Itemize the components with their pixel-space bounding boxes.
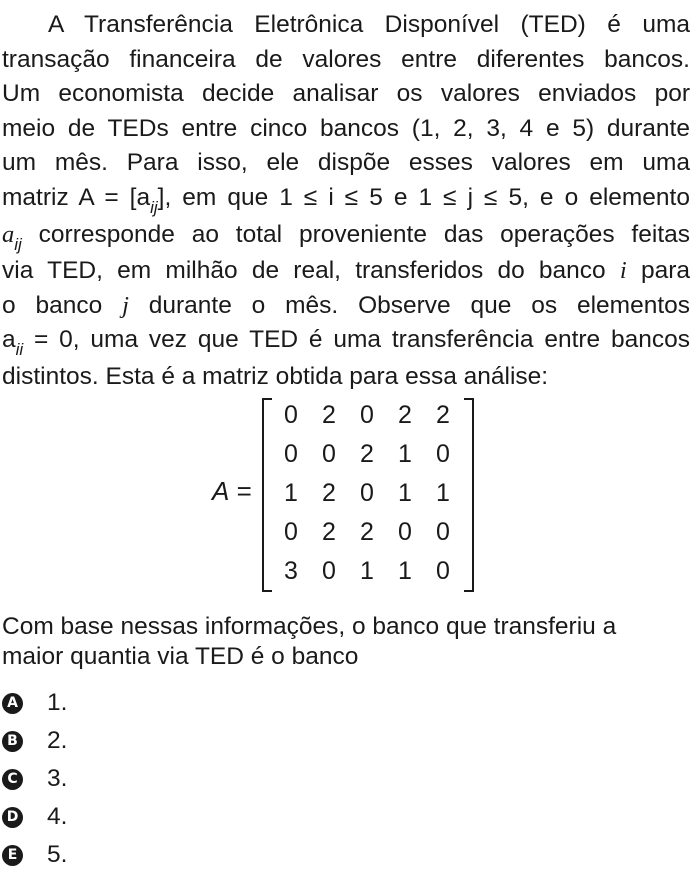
statement-line-8 (2, 254, 690, 289)
matrix-right-bracket (464, 398, 474, 592)
line7-post: corresponde ao total proveniente das operações feitas (21, 220, 690, 248)
question-line-1: Com base nessas informações, o banco que transferiu a (2, 613, 617, 640)
matrix-cell: 0 (360, 401, 374, 429)
matrix-cell: 2 (360, 440, 374, 468)
option-text: 4. (47, 803, 68, 830)
matrix-cell: 2 (322, 401, 336, 429)
line7-var: a (2, 220, 15, 248)
matrix-cell: 0 (322, 557, 336, 585)
statement-line-11: distintos. Esta é a matriz obtida para essa análise: (2, 362, 549, 390)
option-b[interactable] (2, 722, 302, 760)
statement-line-10 (2, 323, 690, 360)
line10-sub: ii (15, 340, 24, 360)
line6-pre: matriz A = [a (2, 183, 151, 211)
matrix-cell: 2 (360, 518, 374, 546)
option-text: 2. (47, 727, 68, 754)
line8-pre: via TED, em milhão de real, transferidos do banco (2, 257, 620, 285)
matrix-name: A (212, 476, 230, 506)
matrix-cell: 3 (284, 557, 298, 585)
option-letter-badge: B (2, 731, 23, 752)
answer-options (2, 684, 302, 874)
line6-sub: ij (150, 197, 158, 217)
line9-pre: o banco (2, 291, 123, 319)
matrix-cell: 1 (360, 557, 374, 585)
option-text: 3. (47, 765, 68, 792)
matrix-cell: 0 (436, 557, 450, 585)
option-letter-badge: C (2, 769, 23, 790)
matrix-cell: 0 (436, 440, 450, 468)
option-a[interactable] (2, 684, 302, 722)
line7-sub: ij (14, 234, 22, 254)
line9-j: j (122, 291, 129, 319)
line10-var: a (2, 326, 16, 354)
statement-line-4: meio de TEDs entre cinco bancos (1, 2, 3, 4 e 5) durante (2, 114, 690, 142)
question-prompt (2, 612, 690, 672)
matrix-cell: 0 (398, 518, 412, 546)
matrix-A (206, 392, 486, 592)
option-letter-badge: A (2, 693, 23, 714)
option-text: 1. (47, 689, 68, 716)
matrix-cell: 0 (284, 401, 298, 429)
line6-post: ], em que 1 ≤ i ≤ 5 e 1 ≤ j ≤ 5, e o elemento (157, 183, 690, 211)
option-d[interactable] (2, 798, 302, 836)
matrix-cell: 2 (398, 401, 412, 429)
matrix-cell: 2 (322, 479, 336, 507)
option-letter-badge: E (2, 845, 23, 866)
statement-line-1: A Transferência Eletrônica Disponível (TED) é uma (48, 11, 690, 38)
matrix-cell: 1 (398, 557, 412, 585)
option-e[interactable] (2, 836, 302, 874)
statement-line-6 (2, 181, 690, 218)
statement-line-5: um mês. Para isso, ele dispõe esses valores em uma (2, 149, 690, 177)
matrix-cell: 1 (284, 479, 298, 507)
matrix-cell: 0 (436, 518, 450, 546)
matrix-left-bracket (262, 398, 272, 592)
matrix-grid (272, 396, 462, 591)
statement-line-2: transação financeira de valores entre diferentes bancos. (2, 45, 690, 73)
matrix-cell: 1 (398, 440, 412, 468)
matrix-cell: 1 (398, 479, 412, 507)
matrix-cell: 2 (436, 401, 450, 429)
statement-line-7 (2, 218, 690, 255)
matrix-cell: 2 (322, 518, 336, 546)
line9-post: durante o mês. Observe que os elementos (128, 291, 691, 319)
matrix-cell: 0 (322, 440, 336, 468)
question-statement (2, 8, 690, 395)
line8-post: para (626, 257, 691, 285)
statement-line-9 (2, 289, 690, 324)
option-text: 5. (47, 841, 68, 868)
matrix-label (212, 476, 252, 506)
matrix-cell: 0 (284, 440, 298, 468)
question-line-2: maior quantia via TED é o banco (2, 643, 359, 670)
option-letter-badge: D (2, 807, 23, 828)
matrix-equals: = (236, 476, 252, 506)
option-c[interactable] (2, 760, 302, 798)
statement-line-3: Um economista decide analisar os valores enviados por (2, 80, 690, 108)
matrix-cell: 0 (360, 479, 374, 507)
matrix-cell: 1 (436, 479, 450, 507)
line10-post: = 0, uma vez que TED é uma transferência entre bancos (23, 326, 690, 354)
matrix-cell: 0 (284, 518, 298, 546)
line8-i: i (619, 257, 627, 285)
